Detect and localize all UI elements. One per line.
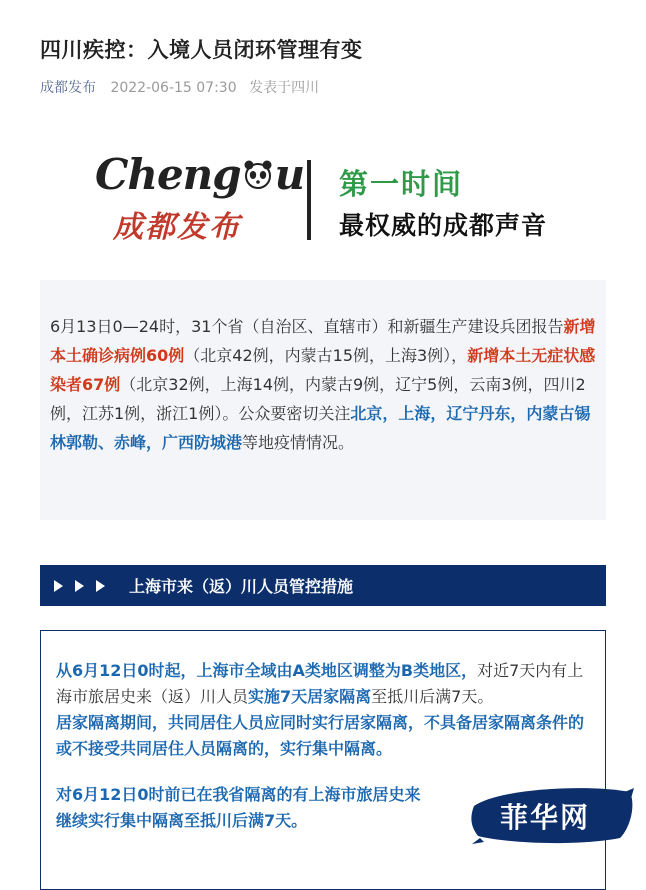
- section-title: 上海市来（返）川人员管控措施: [129, 577, 354, 596]
- section-header: [40, 565, 606, 606]
- logo-english: [95, 150, 304, 199]
- logo-slogan-line2: 最权威的成都声音: [339, 211, 548, 240]
- notice-text: （北京32例，上海14例，内蒙古9例，辽宁5例，云南3例，四川2例，江苏1例，浙江1例）。公众要密切关注: [50, 375, 586, 423]
- watermark-text: 菲华网: [500, 801, 591, 834]
- notice-highlight-regions: 北京，上海，辽宁丹东，内蒙古锡林郭勒、赤峰，广西防城港: [50, 404, 591, 452]
- source-link[interactable]: 成都发布: [40, 80, 96, 96]
- logo-english-part2: u: [274, 150, 305, 199]
- chengdu-logo-banner: [95, 150, 575, 245]
- paragraph-spacer: [56, 762, 590, 782]
- watermark-logo: [470, 784, 636, 846]
- triangle-icon: [96, 580, 105, 592]
- logo-divider: [307, 160, 311, 240]
- triangle-icon: [54, 580, 63, 592]
- measure-highlight: 从6月12日0时起，上海市全域由A类地区调整为B类地区，: [56, 661, 478, 680]
- logo-slogan-line1: 第一时间: [339, 167, 464, 201]
- measures-box: [40, 630, 606, 890]
- epidemic-notice: [40, 280, 606, 520]
- notice-text: 6月13日0—24时，31个省（自治区、直辖市）和新疆生产建设兵团报告: [50, 317, 564, 336]
- publish-date: 2022-06-15 07:30: [110, 80, 237, 96]
- measure-paragraph-3-line2: 继续实行集中隔离至抵川后满7天。: [56, 811, 308, 830]
- measure-paragraph-3-line1: 对6月12日0时前已在我省隔离的有上海市旅居史来: [56, 785, 421, 804]
- triangle-icon: [75, 580, 84, 592]
- notice-highlight-confirmed: 新增本土确诊病例60例: [50, 317, 596, 365]
- logo-chinese: 成都发布: [113, 210, 241, 245]
- measure-highlight: 实施7天居家隔离: [248, 687, 372, 706]
- publish-location: 发表于四川: [249, 80, 320, 96]
- notice-highlight-asymptomatic: 新增本土无症状感染者67例: [50, 346, 596, 394]
- logo-english-part1: Cheng: [95, 150, 241, 199]
- panda-icon: [241, 157, 275, 191]
- notice-text: 等地疫情情况。: [242, 433, 355, 452]
- article-title: 四川疾控：入境人员闭环管理有变: [40, 38, 363, 62]
- measure-paragraph-2: 居家隔离期间，共同居住人员应同时实行居家隔离，不具备居家隔离条件的或不接受共同居住人员隔离的，实行集中隔离。: [56, 713, 585, 758]
- measure-text: 对近7天内有上海市旅居史来（返）川人员: [56, 661, 584, 706]
- article-meta: [40, 77, 319, 97]
- measure-text: 至抵川后满7天。: [371, 687, 494, 706]
- notice-text: （北京42例，内蒙古15例，上海3例），: [184, 346, 468, 365]
- measure-paragraph-1: [56, 658, 590, 710]
